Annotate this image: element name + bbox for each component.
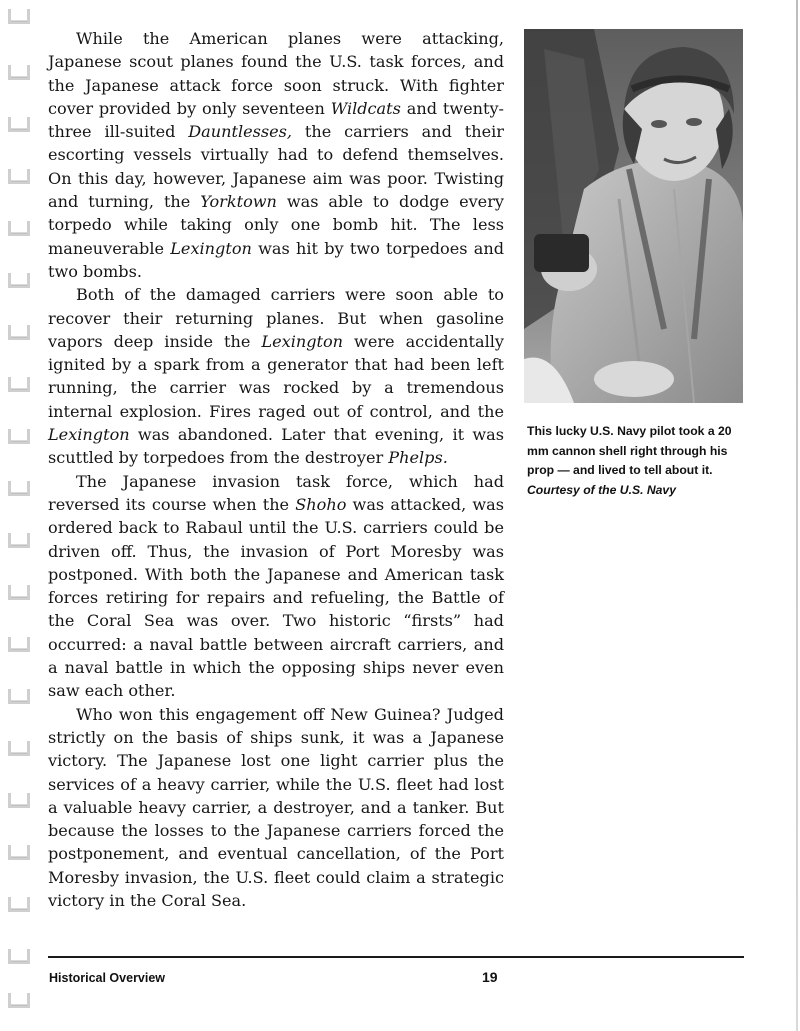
binder-mark [6,894,32,914]
binder-mark [6,270,32,290]
binder-mark [6,62,32,82]
paragraph-2: Both of the damaged carriers were soon able to recover their returning planes. But when gasoline vapors deep inside the Lexington were accidentally ignited by a spark from a generator that had been left running, the carrier was rocked by a tremendous internal explosion. Fires raged out of control, and the Lexington was abandoned. Later that evening, it was scuttled by torpedoes from the destroyer Phelps. [48,285,504,468]
paragraph-4: Who won this engagement off New Guinea? Judged strictly on the basis of ships sunk, it was a Japanese victory. The Japanese lost one light carrier plus the services of a heavy carrier, while the U.S. fleet had lost a valuable heavy carrier, a destroyer, and a tanker. But because the losses to the Japanese carriers forced the postponement, and eventual cancellation, of the Port Moresby invasion, the U.S. fleet could claim a strategic victory in the Coral Sea. [48,704,504,910]
footer-rule [48,956,744,958]
body-text [48,27,504,912]
binder-mark [6,686,32,706]
binder-mark [6,478,32,498]
photo-caption [527,422,749,500]
pilot-photo-image [524,29,743,403]
binder-mark [6,218,32,238]
binder-mark [6,530,32,550]
binder-mark [6,374,32,394]
binder-mark [6,634,32,654]
binder-mark [6,738,32,758]
binder-mark [6,582,32,602]
binder-mark [6,322,32,342]
binder-mark [6,166,32,186]
binder-mark [6,114,32,134]
binder-mark [6,946,32,966]
binder-mark [6,790,32,810]
pilot-photo [524,29,743,403]
binder-mark [6,990,32,1010]
paragraph-1: While the American planes were attacking, Japanese scout planes found the U.S. task forces, and the Japanese attack force soon struck. With fighter cover provided by only seventeen Wildcats and twenty-three ill-suited Dauntlesses, the carriers and their escorting vessels virtually had to defend themselves. On this day, however, Japanese aim was poor. Twisting and turning, the Yorktown was able to dodge every torpedo while taking only one bomb hit. The less maneuverable Lexington was hit by two torpedoes and two bombs. [48,29,505,281]
binder-mark [6,426,32,446]
binder-strip [0,0,36,1031]
binder-mark [6,842,32,862]
footer-section-title: Historical Overview [49,971,166,985]
page-edge [796,0,798,1031]
page-number: 19 [482,969,498,985]
caption-text: This lucky U.S. Navy pilot took a 20 mm cannon shell right through his prop — and lived to tell about it. [527,424,732,477]
binder-mark [6,6,32,26]
photo-credit: Courtesy of the U.S. Navy [527,482,676,497]
paragraph-3: The Japanese invasion task force, which had reversed its course when the Shoho was attacked, was ordered back to Rabaul until the U.S. carriers could be driven off. Thus, the invasion of Port Moresby was postponed. With both the Japanese and American task forces retiring for repairs and refueling, the Battle of the Coral Sea was over. Two historic “firsts” had occurred: a naval battle between aircraft carriers, and a naval battle in which the opposing ships never even saw each other. [48,471,504,701]
